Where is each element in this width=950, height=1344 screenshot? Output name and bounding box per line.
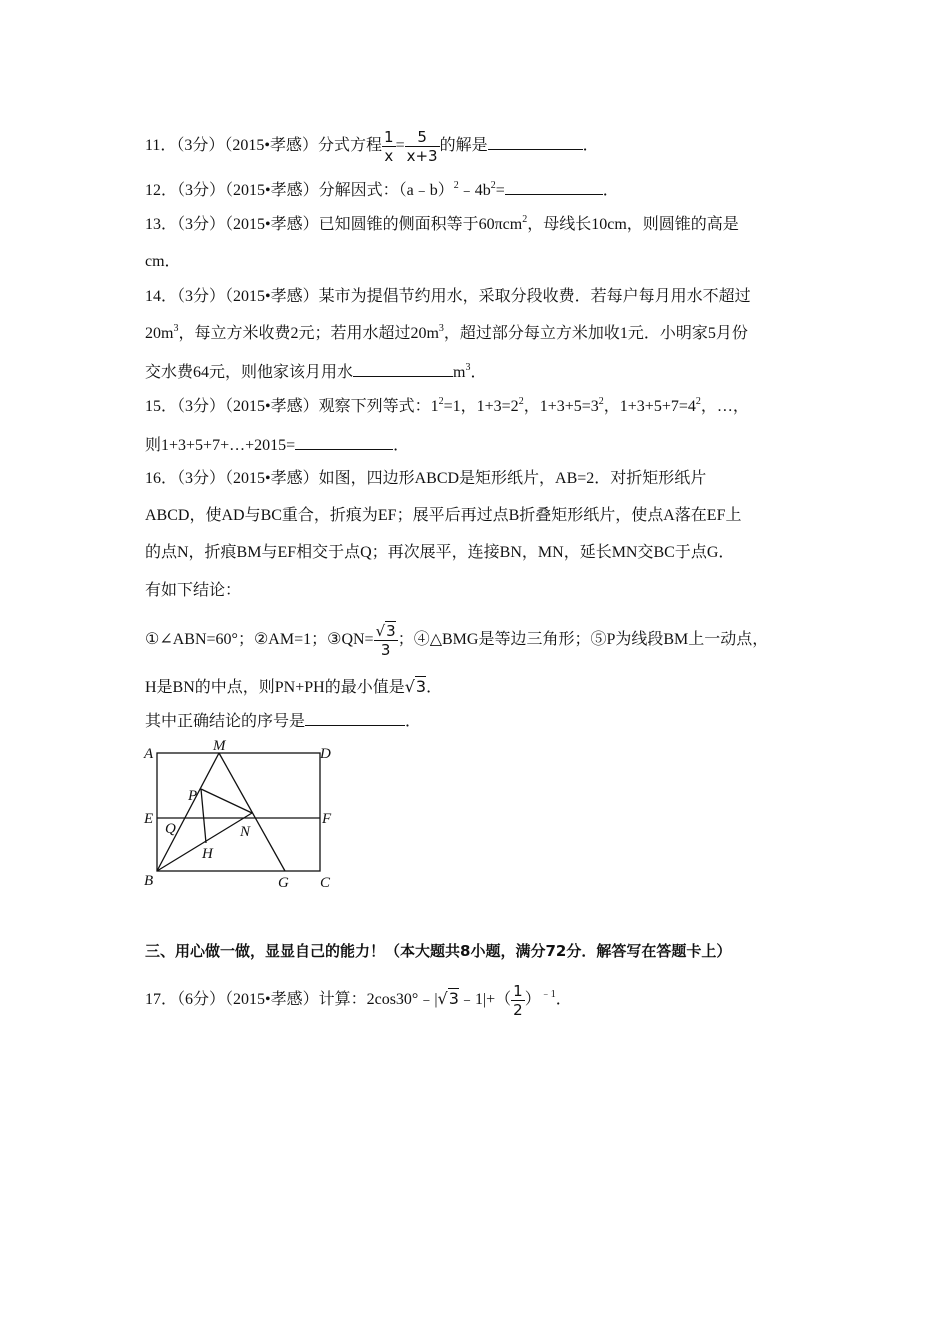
q16-l2: ABCD，使AD与BC重合，折痕为EF；展平后再过点B折叠矩形纸片，使点A落在EF上 <box>145 507 742 524</box>
question-16-line-1 <box>145 468 706 490</box>
q12-exponent-2: 2 <box>490 180 496 191</box>
q12-exponent: 2 <box>453 180 459 191</box>
rectangle-abcd <box>157 753 320 871</box>
q15-e3: 2 <box>598 396 604 407</box>
q17-close: ） <box>524 991 541 1009</box>
q15-e1: 2 <box>438 396 444 407</box>
q14-exp: 3 <box>173 323 179 334</box>
q16-l4: 有如下结论： <box>145 582 242 599</box>
q12-end: ． <box>602 182 619 199</box>
question-16-line-2 <box>145 505 741 527</box>
q14-l3c: ． <box>470 364 487 381</box>
q12-mid: ﹣4b <box>458 182 491 199</box>
q15-l1c: ，1+3+5=3 <box>523 398 599 415</box>
q13-continuation: cm． <box>145 253 181 270</box>
q14-line-1: 14．（3分）（2015•孝感）某市为提倡节约用水，采取分段收费．若每户每月用水不超过 <box>145 288 751 305</box>
q17-fraction: $\frac{1}{2}$ <box>513 982 523 1019</box>
question-13-cont <box>145 251 181 273</box>
q15-l1d: ，1+3+5+7=4 <box>603 398 696 415</box>
question-15-line-2 <box>145 433 409 457</box>
q16-l5b: ；④△BMG是等边三角形；⑤P为线段BM上一动点， <box>397 631 769 649</box>
q12-tail: = <box>495 182 505 199</box>
question-16-line-7 <box>145 709 421 733</box>
section-3-heading <box>145 940 731 962</box>
q16-l7: 其中正确结论的序号是 <box>145 713 306 730</box>
q17-end: ． <box>555 991 572 1009</box>
q16-l6b: ． <box>426 679 443 696</box>
q11-fraction-2: $\frac{5}{x+3}$ <box>406 128 438 165</box>
q13-exponent: 2 <box>522 214 528 225</box>
question-14-line-3 <box>145 360 486 384</box>
q17-mid: ﹣1|+（ <box>458 991 512 1009</box>
label-m: M <box>213 740 226 754</box>
answer-blank-15[interactable] <box>295 433 393 450</box>
label-f: F <box>322 811 332 827</box>
question-14-line-1 <box>145 286 751 308</box>
segment-pn <box>201 789 252 813</box>
label-a: A <box>144 746 154 762</box>
q15-l1b: =1，1+3=2 <box>443 398 519 415</box>
label-q: Q <box>165 821 176 837</box>
label-n: N <box>240 824 251 840</box>
answer-blank-16[interactable] <box>305 709 405 726</box>
question-17 <box>145 982 572 1019</box>
q15-l2: 则1+3+5+7+…+2015= <box>145 437 296 454</box>
q13-tail: ，母线长10cm，则圆锥的高是 <box>527 216 739 233</box>
question-16-line-3 <box>145 542 734 564</box>
label-e: E <box>144 811 154 827</box>
q16-l5a: ①∠ABN=60°；②AM=1；③QN= <box>145 631 374 649</box>
q15-l2end: ． <box>393 437 410 454</box>
q15-e4: 2 <box>695 396 701 407</box>
q12-text: 12．（3分）（2015•孝感）分解因式：（a﹣b） <box>145 182 454 199</box>
section-3-text: 三、用心做一做，显显自己的能力！（本大题共8小题，满分72分．解答写在答题卡上） <box>145 942 732 960</box>
q14-exp-3: 3 <box>465 362 471 373</box>
q11-end: ． <box>582 137 599 155</box>
q14-exp-2: 3 <box>438 323 444 334</box>
answer-blank-12[interactable] <box>505 178 603 195</box>
q15-l1e: ，…， <box>700 398 749 415</box>
q17-exponent: ﹣1 <box>540 989 556 1001</box>
question-16-line-4 <box>145 580 241 602</box>
label-c: C <box>320 875 331 891</box>
q14-l2b: ，每立方米收费2元；若用水超过20m <box>178 325 439 342</box>
q14-l2a: 20m <box>145 325 174 342</box>
question-16-line-6 <box>145 676 442 699</box>
q15-l1a: 15．（3分）（2015•孝感）观察下列等式：1 <box>145 398 439 415</box>
question-13 <box>145 214 739 236</box>
q11-fraction-1: $\frac{1}{x}$ <box>384 128 394 165</box>
q16-l3: 的点N，折痕BM与EF相交于点Q；再次展平，连接BN，MN，延长MN交BC于点G． <box>145 544 735 561</box>
segment-ph <box>201 789 206 843</box>
q14-l3a: 交水费64元，则他家该月用水 <box>145 364 354 381</box>
q13-text: 13．（3分）（2015•孝感）已知圆锥的侧面积等于60πcm <box>145 216 523 233</box>
question-15-line-1 <box>145 396 749 418</box>
q16-l7end: ． <box>405 713 422 730</box>
q16-l1: 16．（3分）（2015•孝感）如图，四边形ABCD是矩形纸片，AB=2．对折矩形纸片 <box>145 470 707 487</box>
question-14-line-2 <box>145 323 748 345</box>
question-12 <box>145 178 619 202</box>
q11-equals: = <box>395 137 405 155</box>
answer-blank-14[interactable] <box>353 360 453 377</box>
label-b: B <box>144 873 154 889</box>
label-h: H <box>202 846 213 862</box>
label-d: D <box>320 746 331 762</box>
question-16-line-5 <box>145 622 768 659</box>
geometry-figure <box>140 740 360 900</box>
segment-mg <box>219 753 285 871</box>
label-p: P <box>188 788 198 804</box>
q11-tail: 的解是 <box>439 137 488 155</box>
q17-text: 17．（6分）（2015•孝感）计算：2cos30°﹣| <box>145 991 438 1009</box>
q14-l3b: m <box>453 364 466 381</box>
q17-sqrt3: √3 <box>437 989 459 1009</box>
q16-sqrt3-over-3: $\frac{√3}{3}$ <box>375 622 396 659</box>
answer-blank-11[interactable] <box>488 133 583 150</box>
label-g: G <box>278 875 289 891</box>
question-11 <box>145 128 599 165</box>
q14-l2c: ，超过部分每立方米加收1元．小明家5月份 <box>443 325 748 342</box>
q16-l6a: H是BN的中点，则PN+PH的最小值是 <box>145 679 405 696</box>
q15-e2: 2 <box>518 396 524 407</box>
q11-text: 11．（3分）（2015•孝感）分式方程 <box>145 137 383 155</box>
q16-sqrt3: √3 <box>404 677 427 696</box>
